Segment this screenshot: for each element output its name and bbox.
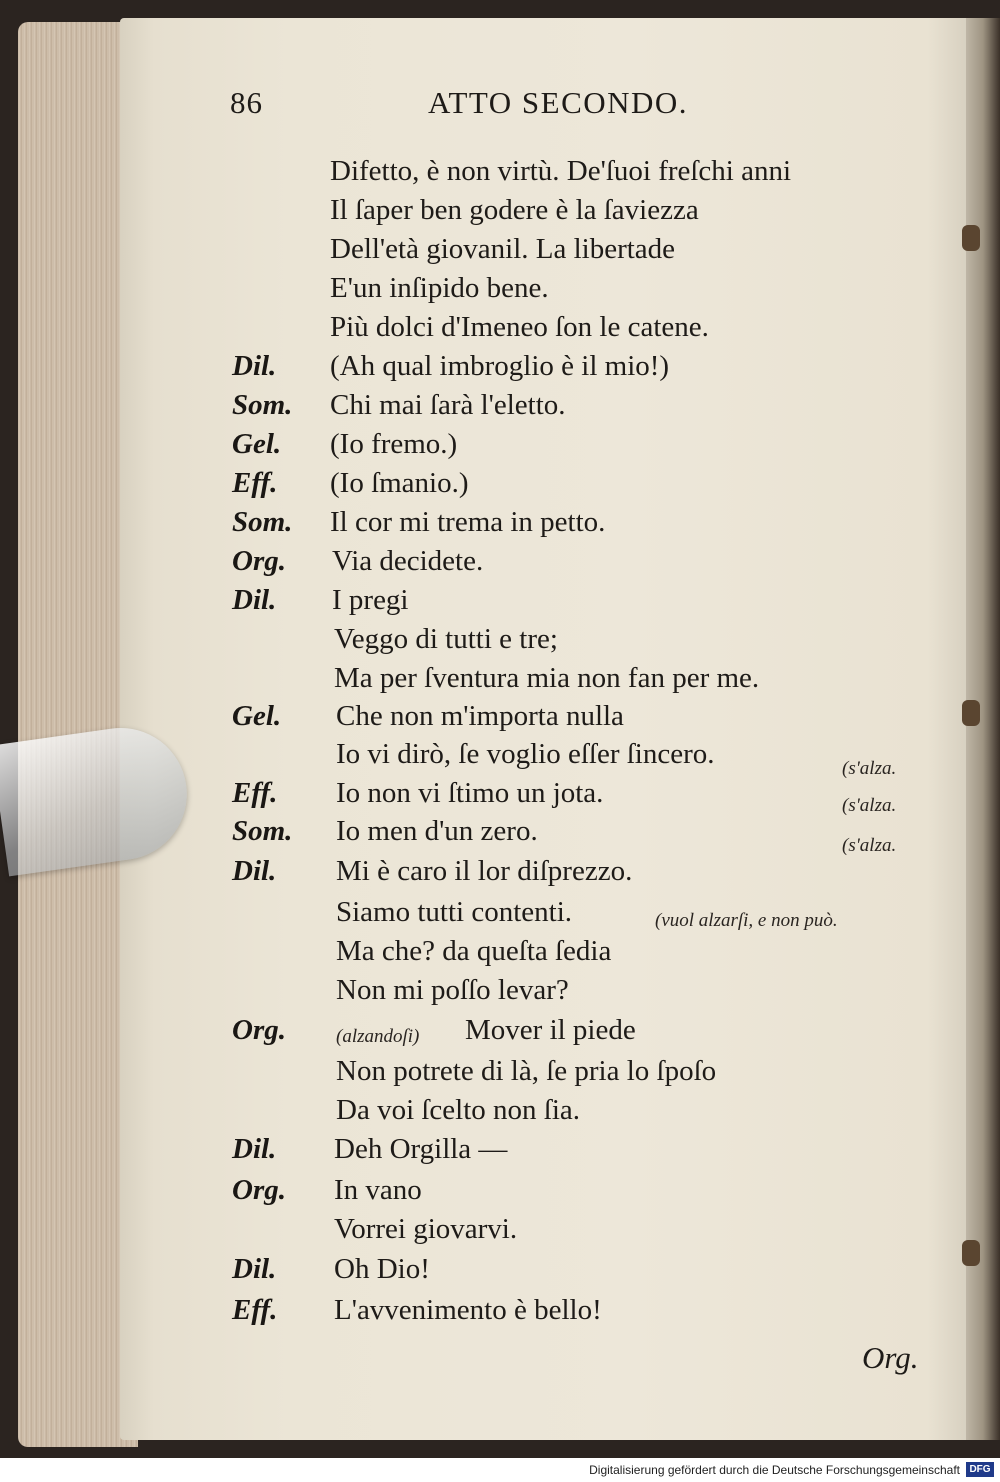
speaker-label: Eff.	[232, 1294, 278, 1326]
verse-line	[0, 506, 1000, 546]
line-text: Difetto, è non virtù. De'ſuoi freſchi anni	[330, 155, 792, 187]
line-text: Veggo di tutti e tre;	[334, 623, 558, 655]
stage-direction: (s'alza.	[842, 758, 897, 779]
verse-line	[0, 1213, 1000, 1253]
speaker-label: Dil.	[232, 1133, 277, 1165]
verse-line	[0, 1055, 1000, 1095]
speaker-label: Org.	[232, 545, 286, 577]
speaker-label: Dil.	[232, 855, 277, 887]
verse-line	[0, 1253, 1000, 1293]
line-text: (Ah qual imbroglio è il mio!)	[330, 350, 670, 382]
verse-line	[0, 272, 1000, 312]
dfg-logo: DFG	[966, 1462, 994, 1477]
verse-line	[0, 1133, 1000, 1173]
line-text: Ma che? da queſta ſedia	[336, 935, 612, 967]
line-text: Deh Orgilla —	[334, 1133, 508, 1165]
line-text: Io non vi ſtimo un jota.	[336, 777, 604, 809]
verse-line	[0, 815, 1000, 855]
verse-line	[0, 545, 1000, 585]
verse-line	[0, 1094, 1000, 1134]
verse-line	[0, 155, 1000, 195]
verse-line	[0, 700, 1000, 740]
line-text: E'un inſipido bene.	[330, 272, 549, 304]
catchword: Org.	[862, 1340, 919, 1375]
line-text: L'avvenimento è bello!	[334, 1294, 602, 1326]
stage-direction: (vuol alzarſi, e non può.	[655, 910, 838, 931]
speaker-label: Org.	[232, 1174, 286, 1206]
speaker-label: Dil.	[232, 584, 277, 616]
verse-line	[0, 233, 1000, 273]
line-text: I pregi	[332, 584, 409, 616]
line-text: Chi mai ſarà l'eletto.	[330, 389, 566, 421]
line-text: (Io fremo.)	[330, 428, 458, 460]
verse-line	[0, 467, 1000, 507]
speaker-label: Eff.	[232, 777, 278, 809]
speaker-label: Org.	[232, 1014, 286, 1046]
stage-direction: (alzandoſi)	[336, 1026, 420, 1047]
line-text: Ma per ſventura mia non fan per me.	[334, 662, 760, 694]
speaker-label: Som.	[232, 389, 293, 421]
running-title: ATTO SECONDO.	[428, 85, 689, 120]
line-text: Dell'età giovanil. La libertade	[330, 233, 676, 265]
speaker-label: Eff.	[232, 467, 278, 499]
speaker-label: Dil.	[232, 350, 277, 382]
verse-line	[0, 738, 1000, 778]
line-text: (Io ſmanio.)	[330, 467, 469, 499]
verse-line	[0, 935, 1000, 975]
line-text: Il cor mi trema in petto.	[330, 506, 606, 538]
line-text: Più dolci d'Imeneo ſon le catene.	[330, 311, 709, 343]
verse-line	[0, 1294, 1000, 1334]
line-text: Da voi ſcelto non ſia.	[336, 1094, 581, 1126]
speaker-label: Dil.	[232, 1253, 277, 1285]
verse-line	[0, 896, 1000, 936]
line-text: Il ſaper ben godere è la ſaviezza	[330, 194, 699, 226]
line-text: Oh Dio!	[334, 1253, 430, 1285]
verse-line	[0, 662, 1000, 702]
line-text: Mi è caro il lor diſprezzo.	[336, 855, 633, 887]
verse-line	[0, 389, 1000, 429]
line-text: Siamo tutti contenti.	[336, 896, 573, 928]
verse-line	[0, 1174, 1000, 1214]
footer-bar	[0, 1458, 1000, 1482]
verse-line	[0, 623, 1000, 663]
line-text: Vorrei giovarvi.	[334, 1213, 518, 1245]
verse-line	[0, 428, 1000, 468]
stage-direction: (s'alza.	[842, 795, 897, 816]
speaker-label: Som.	[232, 815, 293, 847]
line-text: Io vi dirò, ſe voglio eſſer ſincero.	[336, 738, 715, 770]
page-number: 86	[230, 85, 263, 120]
line-text: Che non m'importa nulla	[336, 700, 624, 732]
verse-line	[0, 974, 1000, 1014]
speaker-label: Gel.	[232, 428, 282, 460]
speaker-label: Som.	[232, 506, 293, 538]
line-text: Non mi poſſo levar?	[336, 974, 569, 1006]
line-text: Io men d'un zero.	[336, 815, 538, 847]
verse-line	[0, 350, 1000, 390]
verse-line	[0, 311, 1000, 351]
line-text: In vano	[334, 1174, 422, 1206]
line-text: Via decidete.	[332, 545, 484, 577]
verse-line	[0, 855, 1000, 895]
stage-direction: (s'alza.	[842, 835, 897, 856]
line-text: Mover il piede	[465, 1014, 636, 1046]
verse-line	[0, 194, 1000, 234]
verse-line	[0, 777, 1000, 817]
footer-credit: Digitalisierung gefördert durch die Deutsche Forschungsgemeinschaft	[589, 1463, 960, 1477]
verse-line	[0, 1014, 1000, 1054]
verse-line	[0, 584, 1000, 624]
speaker-label: Gel.	[232, 700, 282, 732]
line-text: Non potrete di là, ſe pria lo ſpoſo	[336, 1055, 717, 1087]
